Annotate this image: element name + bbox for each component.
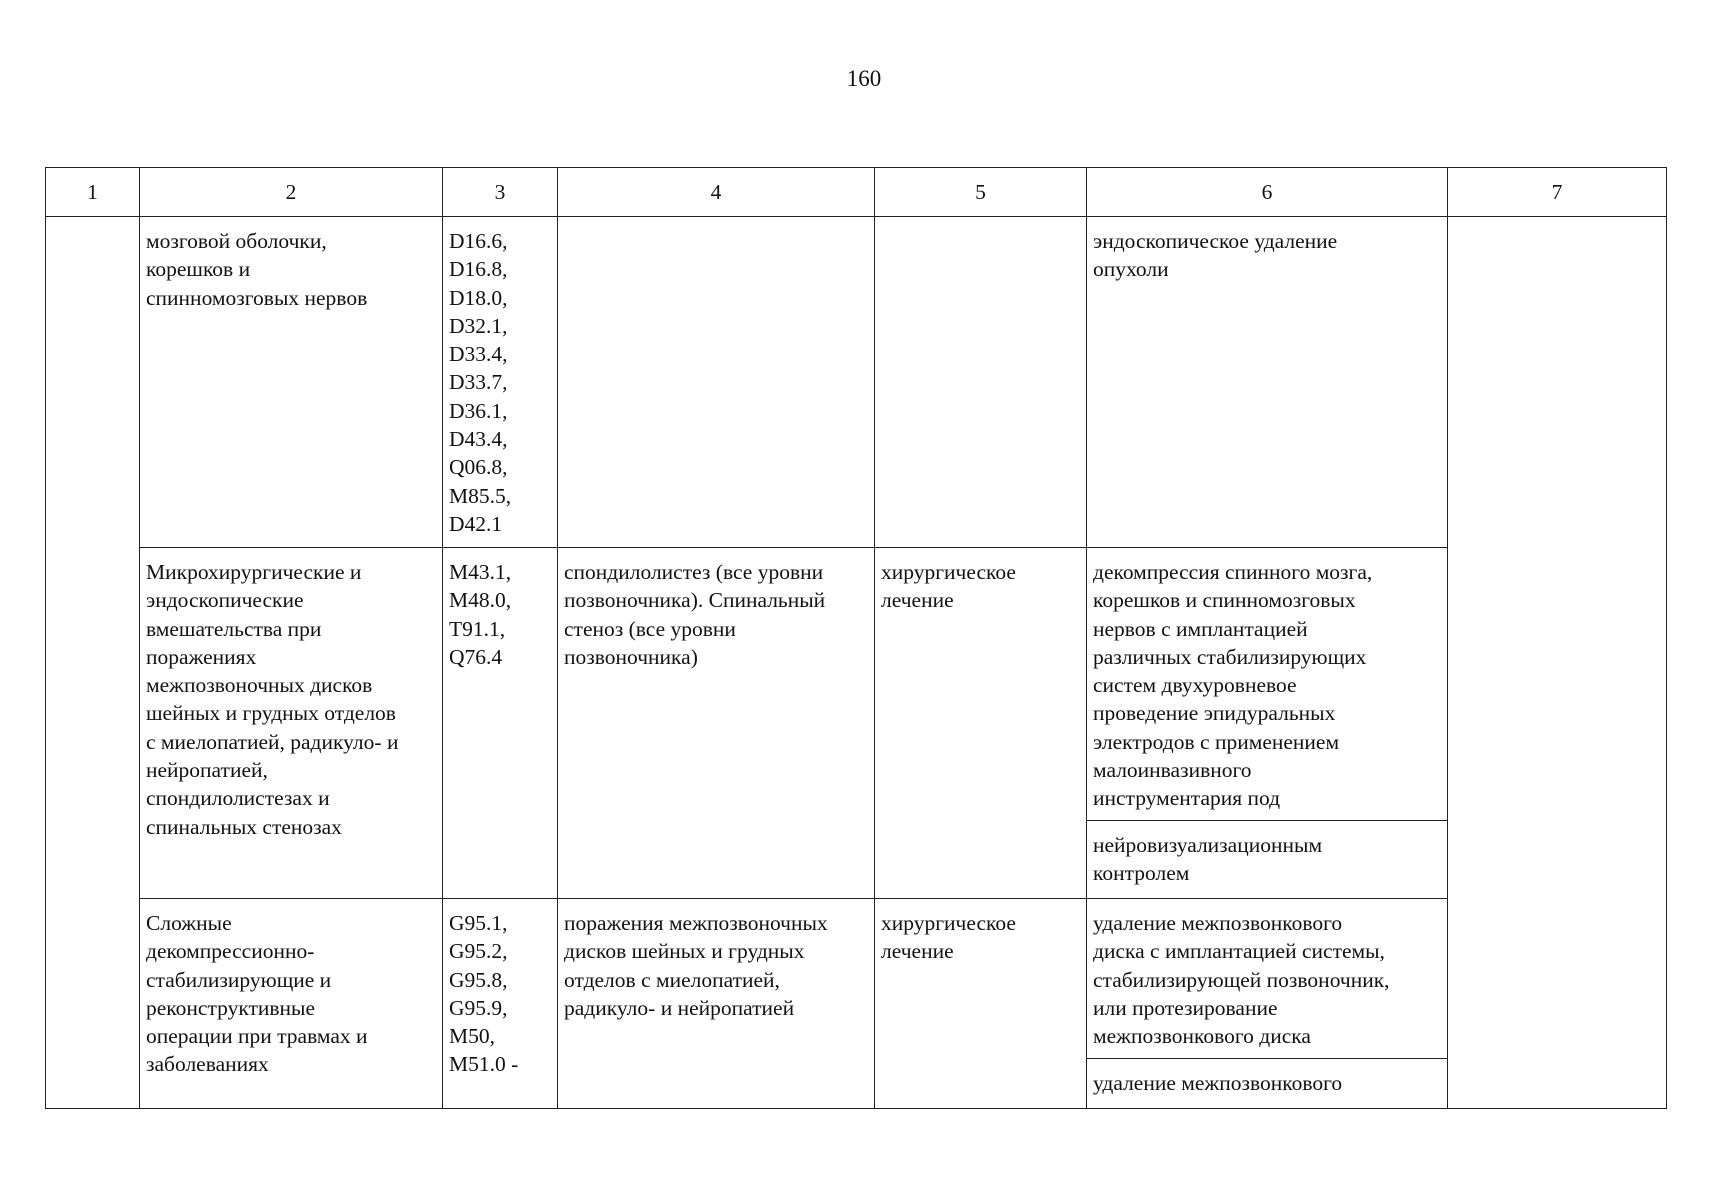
cell-line: D33.7, (449, 370, 508, 395)
cell-line: межпозвонкового диска (1093, 1024, 1311, 1049)
cell-line: заболеваниях (146, 1052, 269, 1077)
cell-line: позвоночника) (564, 644, 698, 669)
cell-line: Q06.8, (449, 455, 508, 480)
diagnosis-cell (558, 899, 875, 1109)
cell-line: поражениях (146, 644, 257, 669)
cell-line: контролем (1093, 861, 1190, 886)
cell-line: нейровизуализационным (1093, 833, 1323, 857)
procedure-group-cell (140, 548, 443, 899)
treatment-type-cell (875, 548, 1087, 899)
cell-line: нервов с имплантацией (1093, 616, 1308, 641)
cell-line: Микрохирургические и (146, 560, 362, 584)
cell-line: Q76.4 (449, 644, 503, 669)
column-number: 2 (140, 168, 443, 217)
cell-line: корешков и (146, 257, 251, 282)
cell-line: лечение (881, 588, 954, 613)
cell-line: шейных и грудных отделов (146, 701, 396, 726)
cell-line: D16.6, (449, 229, 508, 253)
column-number: 6 (1087, 168, 1448, 217)
cell-line: хирургическое (881, 560, 1016, 584)
diagnosis-cell (558, 548, 875, 899)
method-cell (1087, 548, 1448, 821)
table-row (46, 548, 1667, 821)
cell-line: различных стабилизирующих (1093, 644, 1367, 669)
cell-line: электродов с применением (1093, 729, 1340, 754)
cell-line: мозговой оболочки, (146, 229, 327, 253)
table-row (46, 217, 1667, 548)
column-number: 5 (875, 168, 1087, 217)
cell-line: стабилизирующие и (146, 967, 332, 992)
diagnosis-cell (558, 217, 875, 548)
cell-line: или протезирование (1093, 995, 1278, 1020)
icd-codes-cell (443, 217, 558, 548)
cell-line: операции при травмах и (146, 1024, 368, 1049)
cell-line: спондилолистезах и (146, 786, 330, 811)
cell-line: инструментария под (1093, 786, 1281, 811)
procedure-group-cell (140, 899, 443, 1109)
column-number: 7 (1448, 168, 1667, 217)
col1-cell (46, 217, 140, 1109)
cell-line: удаление межпозвонкового (1093, 1071, 1343, 1095)
method-cell-continued (1087, 1059, 1448, 1109)
cell-line: дисков шейных и грудных (564, 939, 805, 964)
treatment-type-cell (875, 899, 1087, 1109)
col7-cell (1448, 217, 1667, 1109)
icd-codes-cell (443, 548, 558, 899)
icd-codes-cell (443, 899, 558, 1109)
cell-line: M51.0 - (449, 1052, 519, 1077)
cell-line: малоинвазивного (1093, 758, 1252, 783)
cell-line: Сложные (146, 911, 232, 935)
procedure-group-cell (140, 217, 443, 548)
column-number: 4 (558, 168, 875, 217)
cell-line: поражения межпозвоночных (564, 911, 828, 935)
page-number: 160 (846, 66, 882, 91)
cell-line: систем двухуровневое (1093, 673, 1297, 698)
method-cell (1087, 217, 1448, 548)
cell-line: G95.8, (449, 967, 508, 992)
cell-line: с миелопатией, радикуло- и (146, 729, 399, 754)
cell-line: D36.1, (449, 398, 508, 423)
cell-line: лечение (881, 939, 954, 964)
cell-line: декомпрессия спинного мозга, (1093, 560, 1373, 584)
cell-line: стабилизирующей позвоночник, (1093, 967, 1390, 992)
cell-line: спинномозговых нервов (146, 285, 368, 310)
method-cell-continued (1087, 821, 1448, 899)
column-number: 1 (46, 168, 140, 217)
cell-line: G95.9, (449, 995, 508, 1020)
cell-line: D32.1, (449, 313, 508, 338)
cell-line: M43.1, (449, 560, 512, 584)
cell-line: M50, (449, 1024, 495, 1049)
cell-line: стеноз (все уровни (564, 616, 736, 641)
cell-line: D18.0, (449, 285, 508, 310)
cell-line: D42.1 (449, 511, 503, 536)
cell-line: радикуло- и нейропатией (564, 995, 795, 1020)
cell-line: T91.1, (449, 616, 506, 641)
cell-line: декомпрессионно- (146, 939, 315, 964)
cell-line: D16.8, (449, 257, 508, 282)
cell-line: M85.5, (449, 483, 512, 508)
cell-line: вмешательства при (146, 616, 322, 641)
column-number: 3 (443, 168, 558, 217)
cell-line: отделов с миелопатией, (564, 967, 780, 992)
cell-line: позвоночника). Спинальный (564, 588, 826, 613)
cell-line: реконструктивные (146, 995, 316, 1020)
medical-procedures-table (45, 167, 1667, 1109)
column-number-row (46, 168, 1667, 217)
cell-line: корешков и спинномозговых (1093, 588, 1356, 613)
cell-line: спондилолистез (все уровни (564, 560, 824, 584)
cell-line: G95.2, (449, 939, 508, 964)
cell-line: эндоскопические (146, 588, 304, 613)
method-cell (1087, 899, 1448, 1059)
cell-line: межпозвоночных дисков (146, 673, 373, 698)
cell-line: нейропатией, (146, 758, 268, 783)
cell-line: эндоскопическое удаление (1093, 229, 1338, 253)
cell-line: проведение эпидуральных (1093, 701, 1336, 726)
cell-line: диска с имплантацией системы, (1093, 939, 1385, 964)
cell-line: D43.4, (449, 427, 508, 452)
cell-line: D33.4, (449, 342, 508, 367)
cell-line: хирургическое (881, 911, 1016, 935)
cell-line: G95.1, (449, 911, 508, 935)
cell-line: удаление межпозвонкового (1093, 911, 1343, 935)
cell-line: опухоли (1093, 257, 1169, 282)
table-row (46, 899, 1667, 1059)
cell-line: спинальных стенозах (146, 814, 342, 839)
treatment-type-cell (875, 217, 1087, 548)
cell-line: M48.0, (449, 588, 512, 613)
